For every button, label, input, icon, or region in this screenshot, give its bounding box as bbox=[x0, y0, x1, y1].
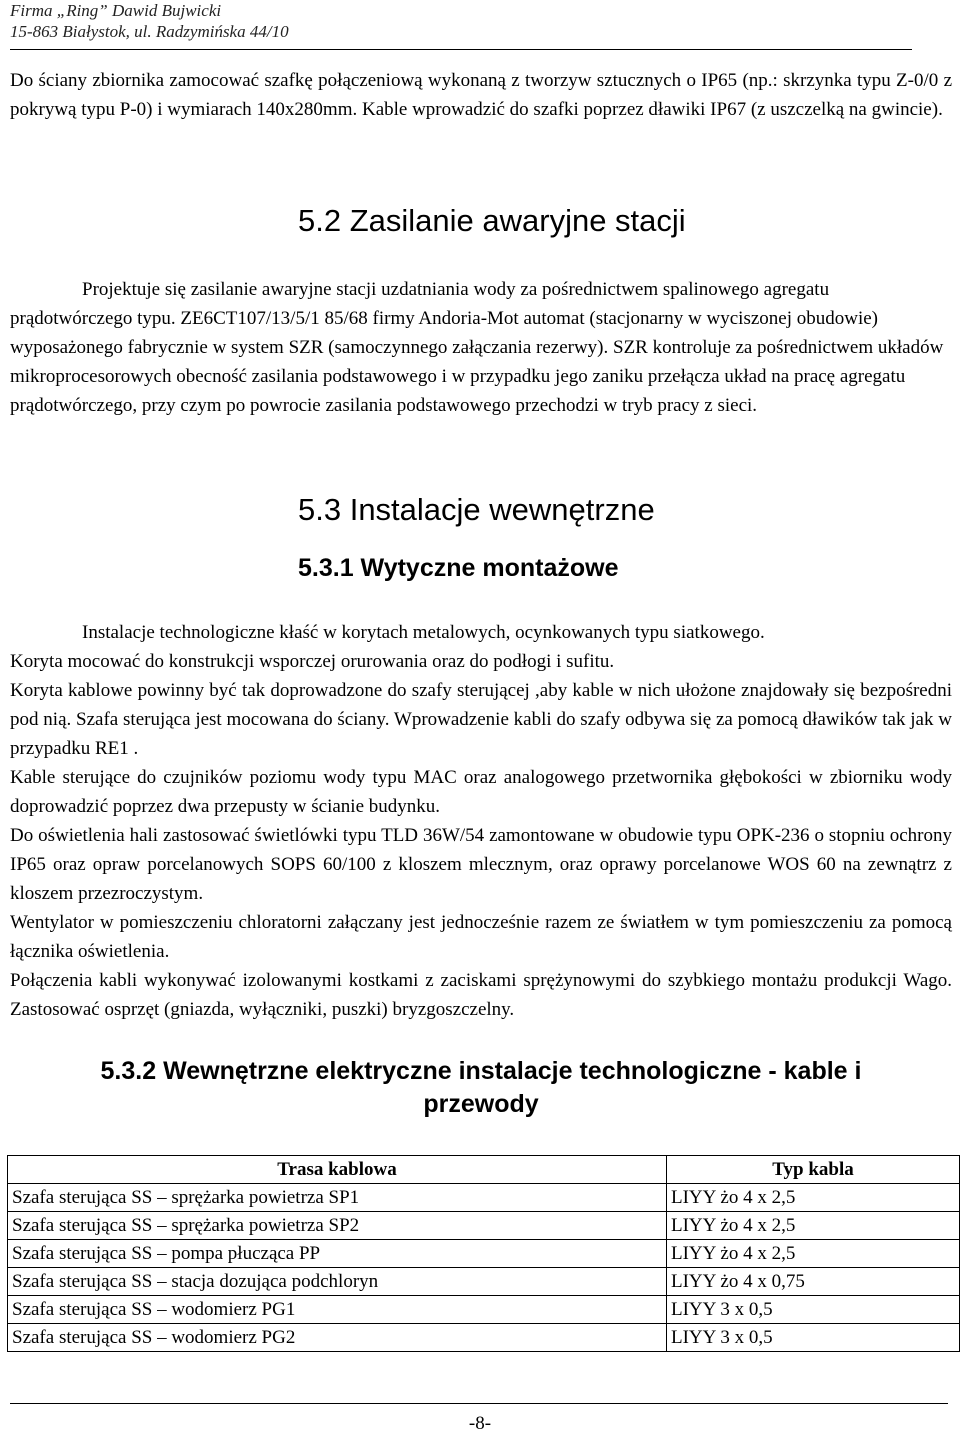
route-cell: Szafa sterująca SS – sprężarka powietrza SP2 bbox=[8, 1212, 667, 1240]
section-5-3-2-title: 5.3.2 Wewnętrzne elektryczne instalacje technologiczne - kable i przewody bbox=[100, 1057, 862, 1118]
route-cell: Szafa sterująca SS – pompa płucząca PP bbox=[8, 1240, 667, 1268]
cable-type-cell: LIYY żo 4 x 0,75 bbox=[667, 1268, 960, 1296]
cable-type-cell: LIYY żo 4 x 2,5 bbox=[667, 1212, 960, 1240]
intro-paragraph: Do ściany zbiornika zamocować szafkę połączeniową wykonaną z tworzyw sztucznych o IP65 (np.: skrzynka typu Z-0/0 z pokrywą typu P-0) i wymiarach 140x280mm. Kable wprowadzić do szafki poprzez dławiki IP67 (z uszczelką na gwincie). bbox=[10, 70, 952, 120]
table-row bbox=[8, 1184, 960, 1212]
section-5-3-title: 5.3 Instalacje wewnętrzne bbox=[298, 492, 655, 527]
table-row bbox=[8, 1240, 960, 1268]
route-cell: Szafa sterująca SS – stacja dozująca podchloryn bbox=[8, 1268, 667, 1296]
paragraph: Wentylator w pomieszczeniu chloratorni załączany jest jednocześnie razem ze światłem w tym pomieszczeniu za pomocą łącznika oświetlenia. bbox=[10, 912, 952, 962]
page-header bbox=[10, 0, 289, 42]
header-rule bbox=[10, 49, 912, 50]
paragraph: Instalacje technologiczne kłaść w korytach metalowych, ocynkowanych typu siatkowego. bbox=[82, 622, 765, 643]
cable-type-cell: LIYY 3 x 0,5 bbox=[667, 1296, 960, 1324]
paragraph: Do oświetlenia hali zastosować świetlówki typu TLD 36W/54 zamontowane w obudowie typu OPK-236 o stopniu ochrony IP65 oraz opraw porcelanowych SOPS 60/100 z kloszem mlecznym, oraz oprawy porcelanowe WOS 60 na zewnątrz z kloszem przezroczystym. bbox=[10, 825, 952, 904]
table-row bbox=[8, 1268, 960, 1296]
route-cell: Szafa sterująca SS – sprężarka powietrza SP1 bbox=[8, 1184, 667, 1212]
cable-type-cell: LIYY 3 x 0,5 bbox=[667, 1324, 960, 1352]
cable-type-cell: LIYY żo 4 x 2,5 bbox=[667, 1240, 960, 1268]
route-cell: Szafa sterująca SS – wodomierz PG1 bbox=[8, 1296, 667, 1324]
table-row bbox=[8, 1324, 960, 1352]
section-5-2-body: Projektuje się zasilanie awaryjne stacji uzdatniania wody za pośrednictwem spalinowego agregatu prądotwórczego typu. ZE6CT107/13/5/1 85/68 firmy Andoria-Mot automat (stacjonarny w wyciszonej obudowie) wyposażonego fabrycznie w system SZR (samoczynnego załączania rezerwy). SZR kontroluje za pośrednictwem układów mikroprocesorowych obecność zasilania podstawowego i w przypadku jego zaniku przełącza układ na pracę agregatu prądotwórczego, przy czym po powrocie zasilania podstawowego przechodzi w tryb pracy z sieci. bbox=[10, 279, 944, 416]
route-cell: Szafa sterująca SS – wodomierz PG2 bbox=[8, 1324, 667, 1352]
paragraph: Koryta mocować do konstrukcji wsporczej orurowania oraz do podłogi i sufitu. bbox=[10, 651, 615, 672]
paragraph: Kable sterujące do czujników poziomu wody typu MAC oraz analogowego przetwornika głębokości w zbiorniku wody doprowadzić poprzez dwa przepusty w ścianie budynku. bbox=[10, 767, 952, 817]
cable-table bbox=[7, 1155, 960, 1352]
section-5-3-1-title: 5.3.1 Wytyczne montażowe bbox=[298, 554, 619, 582]
paragraph: Koryta kablowe powinny być tak doprowadzone do szafy sterującej ,aby kable w nich ułożone znajdowały się bezpośredni pod nią. Szafa sterująca jest mocowana do ściany. Wprowadzenie kabli do szafy odbywa się za pomocą dławików tak jak w przypadku RE1 . bbox=[10, 680, 952, 759]
table-row bbox=[8, 1296, 960, 1324]
cable-type-cell: LIYY żo 4 x 2,5 bbox=[667, 1184, 960, 1212]
table-row bbox=[8, 1212, 960, 1240]
table-header-row bbox=[8, 1156, 960, 1184]
header-company: Firma „Ring” Dawid Bujwicki bbox=[10, 1, 222, 20]
page-number: -8- bbox=[468, 1413, 492, 1434]
column-header-route: Trasa kablowa bbox=[8, 1156, 667, 1184]
column-header-cable-type: Typ kabla bbox=[667, 1156, 960, 1184]
paragraph: Połączenia kabli wykonywać izolowanymi kostkami z zaciskami sprężynowymi do szybkiego montażu produkcji Wago. Zastosować osprzęt (gniazda, wyłączniki, puszki) bryzgoszczelny. bbox=[10, 970, 952, 1020]
header-address: 15-863 Białystok, ul. Radzymińska 44/10 bbox=[10, 22, 289, 41]
section-5-3-1-body bbox=[10, 618, 952, 1024]
section-5-2-title: 5.2 Zasilanie awaryjne stacji bbox=[298, 203, 686, 238]
footer-rule bbox=[10, 1403, 948, 1404]
